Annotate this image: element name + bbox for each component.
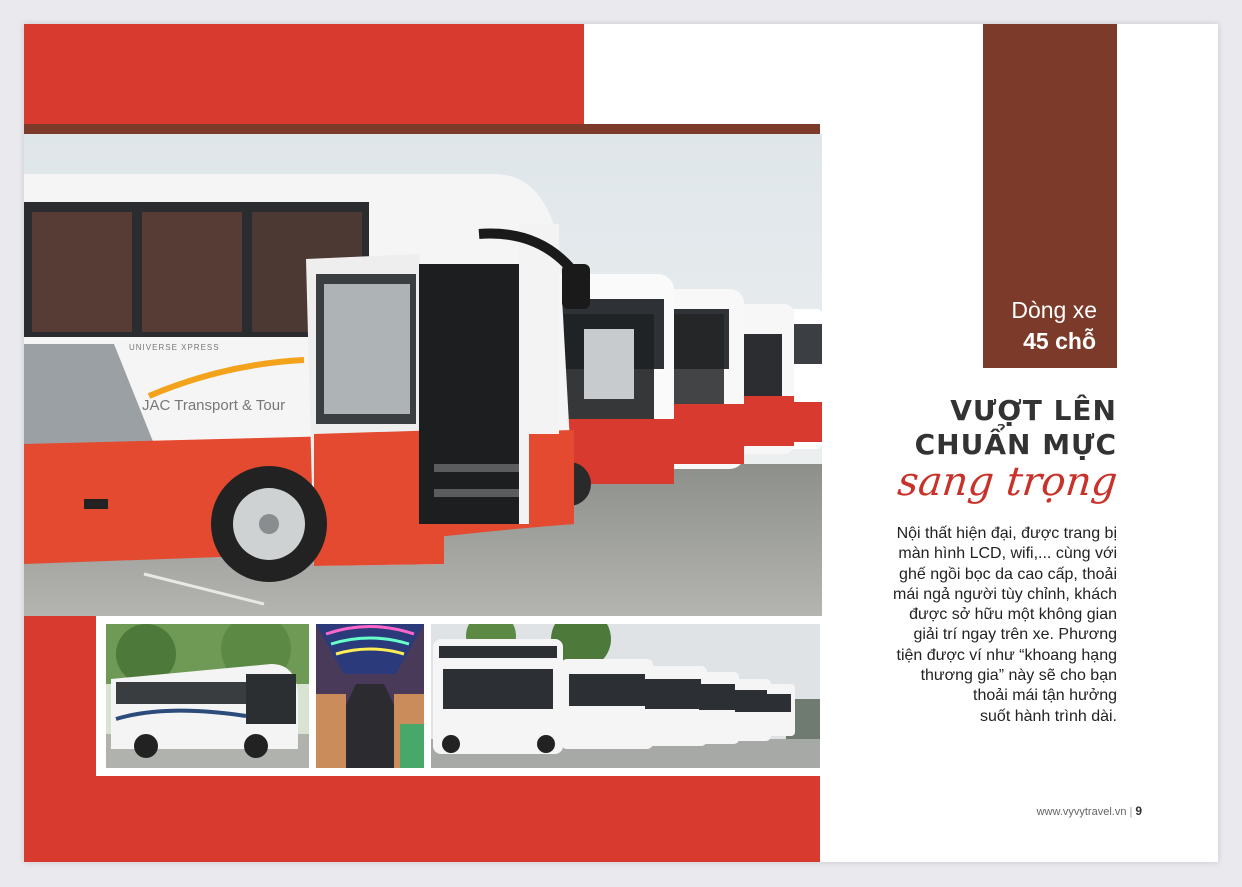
body-line: mái ngả người tùy chỉnh, khách bbox=[893, 585, 1117, 603]
white-bus-thumbnail bbox=[106, 624, 309, 768]
body-line: Nội thất hiện đại, được trang bị bbox=[896, 525, 1117, 542]
seat-type-badge bbox=[983, 24, 1117, 368]
headline-line-1: VƯỢT LÊN bbox=[950, 394, 1117, 427]
bus-fleet-thumbnail bbox=[431, 624, 820, 768]
headline bbox=[895, 394, 1120, 505]
body-line: màn hình LCD, wifi,... cùng với bbox=[898, 545, 1117, 563]
red-block-top bbox=[24, 24, 584, 124]
page-footer bbox=[1037, 804, 1142, 818]
page-number: 9 bbox=[1135, 804, 1142, 818]
headline-line-2: CHUẨN MỰC bbox=[914, 428, 1117, 461]
footer-separator: | bbox=[1129, 806, 1133, 818]
thumbnail-panel bbox=[96, 616, 820, 776]
badge-line-2: 45 chỗ bbox=[1023, 328, 1096, 354]
body-line: được sở hữu một không gian bbox=[909, 606, 1117, 624]
main-bus-photo bbox=[24, 134, 822, 616]
body-line: giải trí ngay trên xe. Phương bbox=[913, 626, 1117, 644]
bus-interior-thumbnail bbox=[316, 624, 424, 768]
body-paragraph bbox=[867, 524, 1117, 727]
bus-side-text: JAC Transport & Tour bbox=[142, 397, 286, 414]
badge-line-1: Dòng xe bbox=[1011, 297, 1097, 323]
body-line: thương gia” này sẽ cho bạn bbox=[920, 667, 1117, 685]
website-text: www.vyvytravel.vn bbox=[1036, 806, 1127, 818]
headline-script: sang trọng bbox=[895, 459, 1120, 505]
bus-top-text: UNIVERSE XPRESS bbox=[129, 343, 220, 352]
body-line: thoải mái tận hưởng bbox=[973, 687, 1117, 705]
body-line: ghế ngồi bọc da cao cấp, thoải bbox=[899, 565, 1117, 583]
body-line: suốt hành trình dài. bbox=[980, 707, 1117, 725]
brown-strip bbox=[24, 124, 820, 134]
brochure-page bbox=[24, 24, 1218, 862]
body-line: tiện được ví như “khoang hạng bbox=[896, 646, 1117, 664]
